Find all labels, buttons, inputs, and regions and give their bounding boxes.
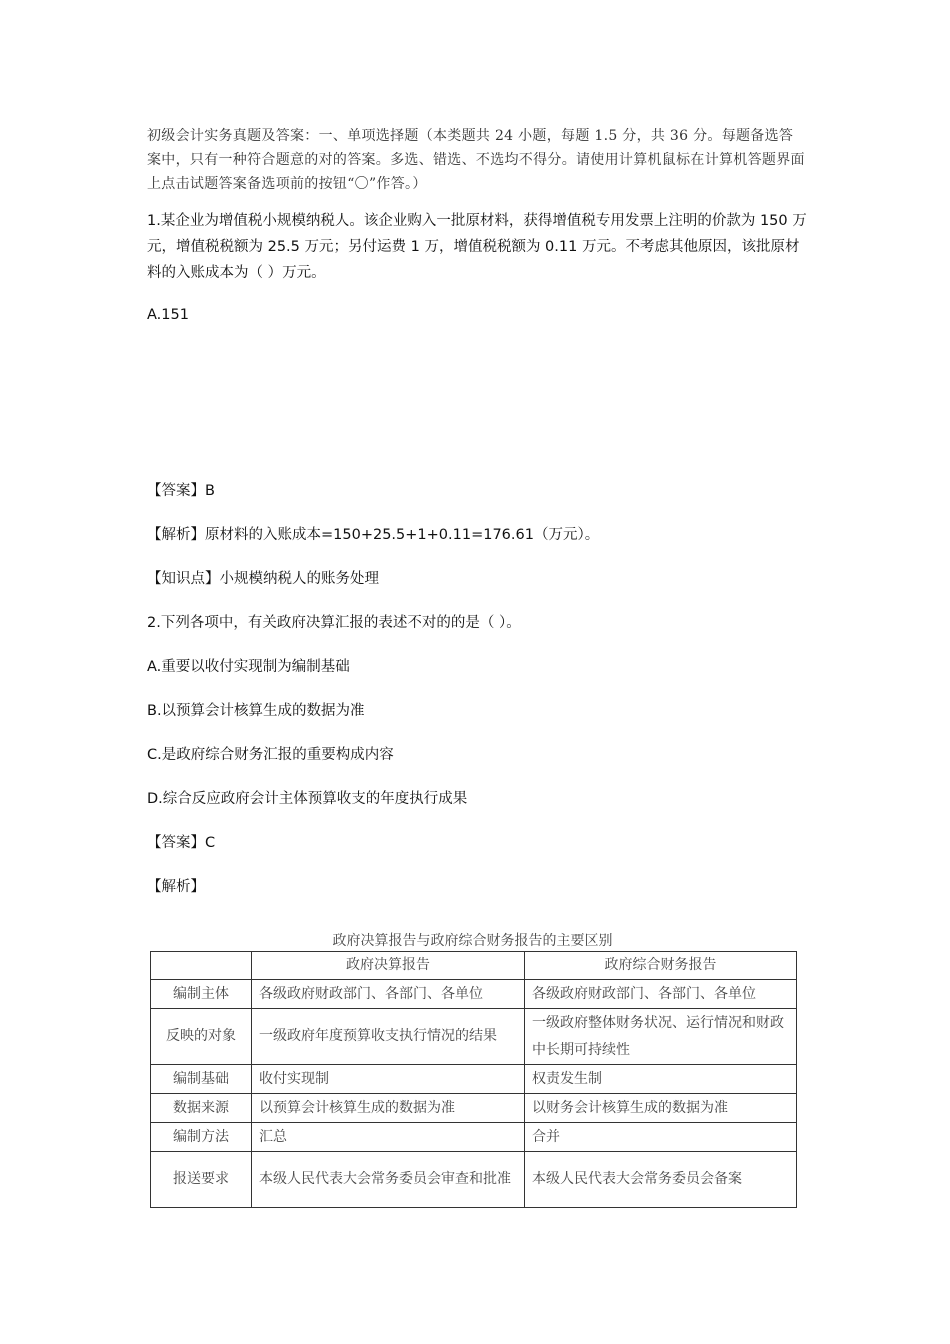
table-cell: 汇总 [252, 1123, 525, 1152]
table-cell: 收付实现制 [252, 1065, 525, 1094]
question-2-analysis: 【解析】 [147, 879, 205, 895]
table-row [151, 1009, 797, 1065]
table-cell: 各级政府财政部门、各部门、各单位 [525, 980, 797, 1009]
table-row [151, 1094, 797, 1123]
table-header-cell: 政府决算报告 [252, 952, 525, 980]
section-intro: 初级会计实务真题及答案：一、单项选择题（本类题共 24 小题，每题 1.5 分，共 36 分。每题备选答案中，只有一种符合题意的对的答案。多选、错选、不选均不得分。请使用计算机鼠标在计算机答题界面上点击试题答案备选项前的按钮“〇”作答。） [147, 128, 805, 192]
table-cell: 一级政府整体财务状况、运行情况和财政中长期可持续性 [525, 1009, 797, 1065]
table-cell: 合并 [525, 1123, 797, 1152]
question-2-stem: 2.下列各项中，有关政府决算汇报的表述不对的的是（ ）。 [147, 615, 521, 631]
table-cell: 本级人民代表大会常务委员会审查和批准 [252, 1152, 525, 1208]
table-row-label: 编制主体 [151, 980, 252, 1009]
table-cell: 各级政府财政部门、各部门、各单位 [252, 980, 525, 1009]
table-header-cell: 政府综合财务报告 [525, 952, 797, 980]
table-row-label: 编制基础 [151, 1065, 252, 1094]
question-2-option-b: B.以预算会计核算生成的数据为准 [147, 703, 365, 719]
table-cell: 权责发生制 [525, 1065, 797, 1094]
question-2-option-c: C.是政府综合财务汇报的重要构成内容 [147, 747, 394, 763]
table-row [151, 980, 797, 1009]
table-row-label: 数据来源 [151, 1094, 252, 1123]
table-cell: 本级人民代表大会常务委员会备案 [525, 1152, 797, 1208]
table-title: 政府决算报告与政府综合财务报告的主要区别 [332, 933, 613, 949]
table-row-label: 报送要求 [151, 1152, 252, 1208]
table-cell: 以预算会计核算生成的数据为准 [252, 1094, 525, 1123]
question-1-option-a: A.151 [147, 307, 189, 323]
question-1-answer: 【答案】B [147, 483, 215, 499]
table-cell: 一级政府年度预算收支执行情况的结果 [252, 1009, 525, 1065]
question-1-stem: 1.某企业为增值税小规模纳税人。该企业购入一批原材料，获得增值税专用发票上注明的价款为 150 万元，增值税税额为 25.5 万元；另付运费 1 万，增值税税额为 0.11 万元。不考虑其他原因，该批原材料的入账成本为（ ）万元。 [147, 213, 807, 281]
table-row-label: 反映的对象 [151, 1009, 252, 1065]
table-header-row [151, 952, 797, 980]
table-row [151, 1152, 797, 1208]
table-row [151, 1123, 797, 1152]
table-row-label: 编制方法 [151, 1123, 252, 1152]
question-1-knowledge-point: 【知识点】小规模纳税人的账务处理 [147, 571, 379, 587]
table-header-cell [151, 952, 252, 980]
comparison-table [150, 951, 797, 1208]
table-cell: 以财务会计核算生成的数据为准 [525, 1094, 797, 1123]
question-2-answer: 【答案】C [147, 835, 216, 851]
question-1-analysis: 【解析】原材料的入账成本=150+25.5+1+0.11=176.61（万元）。 [147, 527, 600, 543]
question-2-option-d: D.综合反应政府会计主体预算收支的年度执行成果 [147, 791, 468, 807]
table-row [151, 1065, 797, 1094]
question-2-option-a: A.重要以收付实现制为编制基础 [147, 659, 350, 675]
